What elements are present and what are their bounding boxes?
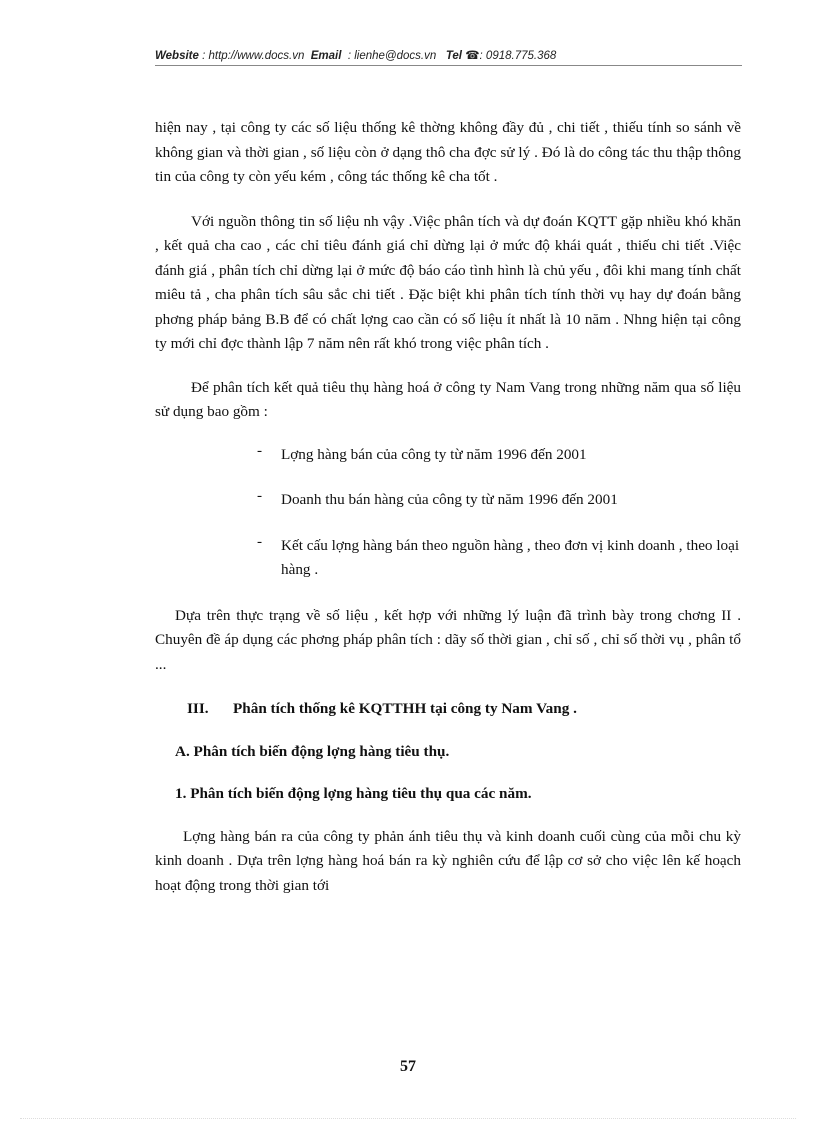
bullet-dash: - xyxy=(257,487,263,504)
data-sources-list xyxy=(155,443,741,583)
paragraph-2: Với nguồn thông tin số liệu nh vậy .Việc phân tích và dự đoán KQTT gặp nhiều khó khăn , kết quả cha cao , các chỉ tiêu đánh giá chỉ dừng lại ở mức độ khái quát , thiếu chi tiết .Việc đánh giá , phân tích chỉ dừng lại ở mức độ báo cáo tình hình là chủ yếu , đôi khi mang tính chất miêu tả , cha phân tích sâu sắc chi tiết . Đặc biệt khi phân tích tính thời vụ hay dự đoán bằng phơng pháp bảng B.B để có chất lợng cao cần có số liệu ít nhất là 10 năm . Nhng hiện tại công ty mới chỉ đợc thành lập 7 năm nên rất khó trong việc phân tích . xyxy=(155,212,741,352)
section-heading-iii: III. Phân tích thống kê KQTTHH tại công ty Nam Vang . xyxy=(187,700,577,717)
page-content xyxy=(155,116,741,898)
page-number: 57 xyxy=(400,1058,416,1075)
email-label: Email xyxy=(310,50,342,62)
subsection-heading-1: 1. Phân tích biến động lợng hàng tiêu thụ qua các năm. xyxy=(175,785,532,802)
paragraph-1: hiện nay , tại công ty các số liệu thống kê thờng không đầy đủ , chi tiết , thiếu tính so sánh về không gian và thời gian , số liệu còn ở dạng thô cha đợc sử lý . Đó là do công tác thu thập thông tin của công ty còn yếu kém , công tác thống kê cha tốt . xyxy=(155,119,741,185)
list-item: - Lợng hàng bán của công ty từ năm 1996 đến 2001 xyxy=(281,443,741,468)
tel-value: : 0918.775.368 xyxy=(479,50,557,62)
list-item: - Kết cấu lợng hàng bán theo nguồn hàng , theo đơn vị kinh doanh , theo loại hàng . xyxy=(281,534,741,583)
footer-divider xyxy=(20,1118,796,1119)
phone-icon: ☎ xyxy=(465,50,480,62)
paragraph-4: Dựa trên thực trạng về số liệu , kết hợp với những lý luận đã trình bày trong chơng II . Chuyên đề áp dụng các phơng pháp phân tích : dãy số thời gian , chỉ số , chỉ số thời vụ , phân tổ ... xyxy=(155,606,741,673)
subsection-heading-a: A. Phân tích biến động lợng hàng tiêu thụ. xyxy=(175,742,450,760)
website-value: : http://www.docs.vn xyxy=(202,50,305,62)
email-value: : lienhe@docs.vn xyxy=(347,50,437,62)
bullet-dash: - xyxy=(257,441,263,459)
page-header xyxy=(155,48,742,66)
tel-label: Tel xyxy=(445,50,463,62)
paragraph-3: Để phân tích kết quả tiêu thụ hàng hoá ở công ty Nam Vang trong những năm qua số liệu sử dụng bao gồm : xyxy=(155,378,741,420)
bullet-dash: - xyxy=(257,532,263,550)
website-label: Website xyxy=(155,50,199,62)
list-item: - Doanh thu bán hàng của công ty từ năm 1996 đến 2001 xyxy=(281,488,741,513)
paragraph-5: Lợng hàng bán ra của công ty phản ánh tiêu thụ và kinh doanh cuối cùng của mỗi chu kỳ kinh doanh . Dựa trên lợng hàng hoá bán ra kỳ nghiên cứu để lập cơ sở cho việc lên kế hoạch hoạt động trong thời gian tới xyxy=(155,827,741,894)
